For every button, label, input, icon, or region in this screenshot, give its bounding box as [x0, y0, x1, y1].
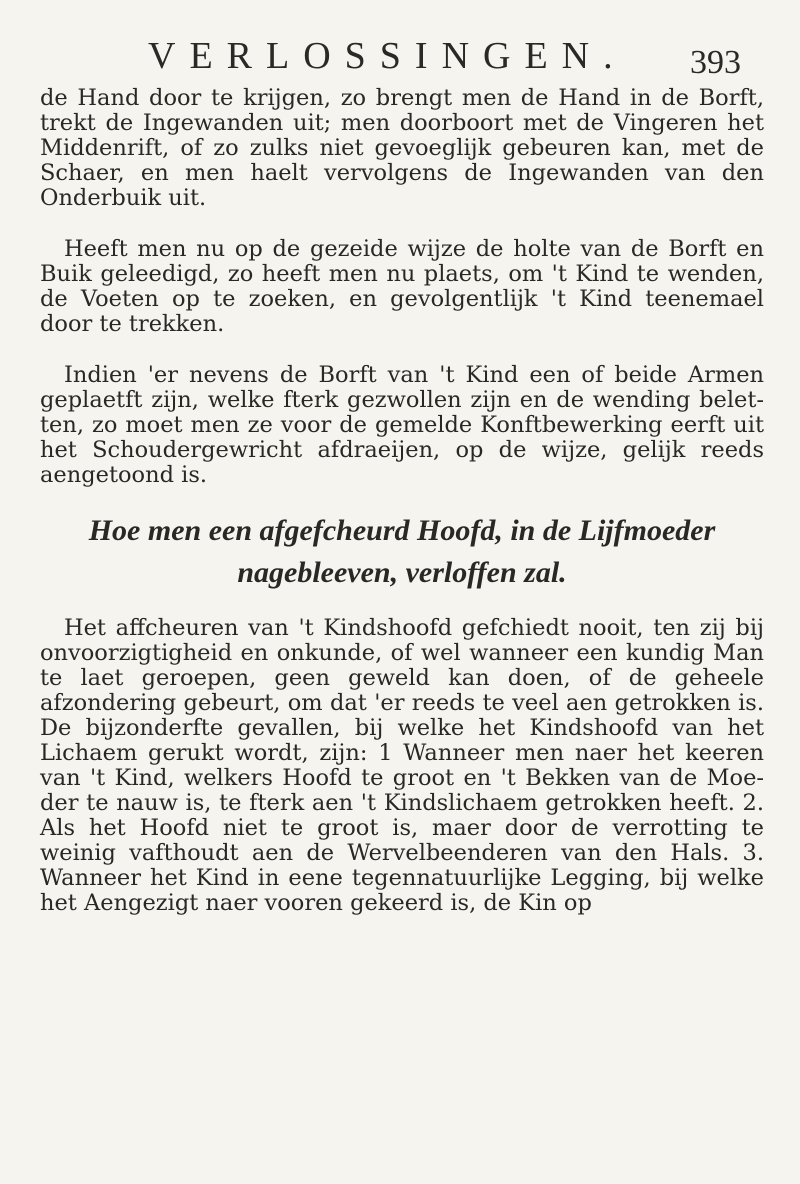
page-number: 393	[690, 44, 741, 81]
paragraph-affcheuren: Het affcheuren van 't Kindshoofd gefchiedt nooit, ten zij bij onvoorzigtigheid en onkunde, of wel wanneer een kundig Man te laet geroepen, geen geweld kan doen, of de geheele afzondering gebeurt, om dat 'er reeds te veel aen getrokken is. De bijzonderfte gevallen, bij welke het Kindshoofd van het Lichaem gerukt wordt, zijn: 1 Wanneer men naer het keeren van 't Kind, welkers Hoofd te groot en 't Bekken van de Moe- der te nauw is, te fterk aen 't Kindslichaem getrokken heeft. 2. Als het Hoofd niet te groot is, maer door de verrotting te weinig vafthoudt aen de Wervelbeenderen van den Hals. 3. Wanneer het Kind in eene tegennatuurlijke Legging, bij welke het Aengezigt naer vooren gekeerd is, de Kin op	[40, 615, 764, 916]
paragraph-continuation: de Hand door te krijgen, zo brengt men de Hand in de Borft, trekt de Ingewanden uit; men doorboort met de Vingeren het Middenrift, of zo zulks niet gevoeglijk gebeuren kan, met de Schaer, en men haelt vervolgens de Ingewanden van den Onderbuik uit.	[40, 85, 764, 211]
body-text	[40, 86, 764, 916]
section-heading-line-1: Hoe men een afgefcheurd Hoofd, in de Lijfmoeder	[88, 514, 716, 547]
running-title: VERLOSSINGEN.	[148, 35, 627, 77]
section-heading	[40, 510, 764, 594]
paragraph-holte: Heeft men nu op de gezeide wijze de holte van de Borft en Buik geleedigd, zo heeft men nu plaets, om 't Kind te wenden, de Voeten op te zoeken, en gevolgentlijk 't Kind teenemael door te trekken.	[40, 236, 764, 337]
section-heading-line-2: nagebleeven, verloffen zal.	[237, 556, 567, 589]
paragraph-armen: Indien 'er nevens de Borft van 't Kind een of beide Armen geplaetft zijn, welke fterk gezwollen zijn en de wending belet- ten, zo moet men ze voor de gemelde Konftbewerking eerft uit het Schoudergewricht afdraeijen, op de wijze, gelijk reeds aengetoond is.	[40, 362, 764, 488]
